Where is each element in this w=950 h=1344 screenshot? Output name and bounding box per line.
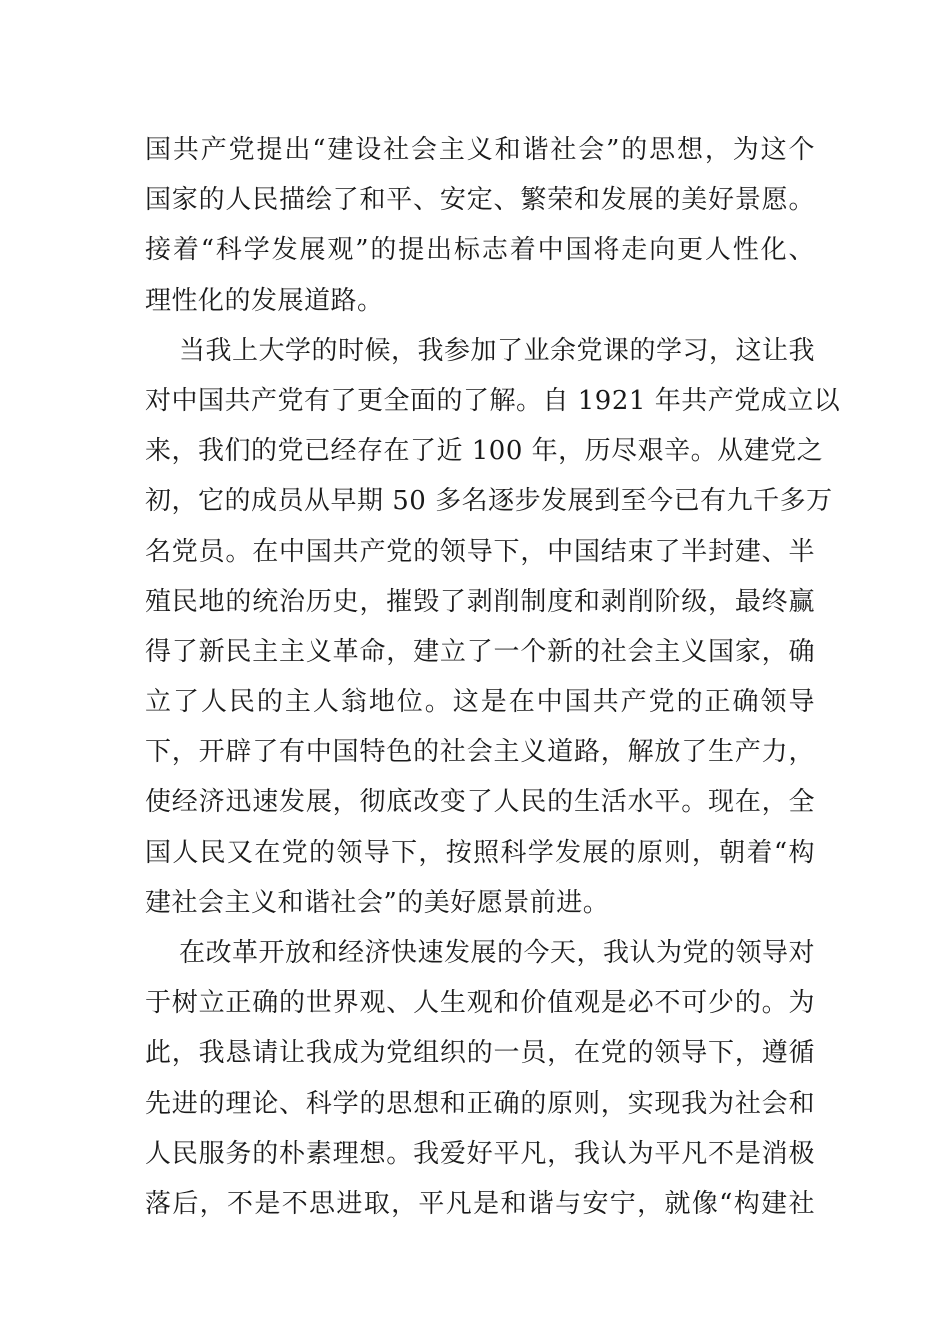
text-line: 接着“科学发展观”的提出标志着中国将走向更人性化、: [145, 235, 815, 266]
text-line: 人民服务的朴素理想。我爱好平凡，我认为平凡不是消极: [145, 1138, 815, 1169]
text-line: 名党员。在中国共产党的领导下，中国结束了半封建、半: [145, 536, 815, 567]
text-line: 在改革开放和经济快速发展的今天，我认为党的领导对: [179, 938, 816, 968]
text-line: 建社会主义和谐社会”的美好愿景前进。: [145, 887, 610, 918]
text-line: 使经济迅速发展，彻底改变了人民的生活水平。现在，全: [145, 787, 815, 818]
text-line: 于树立正确的世界观、人生观和价值观是必不可少的。为: [145, 988, 815, 1019]
text-line: 落后，不是不思进取，平凡是和谐与安宁，就像“构建社: [145, 1188, 815, 1219]
text-line: 理性化的发展道路。: [145, 285, 384, 316]
text-line: 来，我们的党已经存在了近 100 年，历尽艰辛。从建党之: [145, 436, 824, 467]
text-line: 国共产党提出“建设社会主义和谐社会”的思想，为这个: [145, 135, 815, 165]
text-line: 国人民又在党的领导下，按照科学发展的原则，朝着“构: [145, 837, 815, 868]
text-line: 下，开辟了有中国特色的社会主义道路，解放了生产力，: [145, 737, 815, 768]
text-line: 当我上大学的时候，我参加了业余党课的学习，这让我: [179, 335, 816, 366]
document-body: [145, 125, 841, 1229]
text-line: 国家的人民描绘了和平、安定、繁荣和发展的美好景愿。: [145, 185, 815, 216]
text-line: 初，它的成员从早期 50 多名逐步发展到至今已有九千多万: [145, 486, 833, 517]
text-line: 对中国共产党有了更全面的了解。自 1921 年共产党成立以: [145, 385, 841, 416]
text-line: 先进的理论、科学的思想和正确的原则，实现我为社会和: [145, 1088, 815, 1119]
text-line: 得了新民主主义革命，建立了一个新的社会主义国家，确: [145, 636, 815, 667]
text-line: 殖民地的统治历史，摧毁了剥削制度和剥削阶级，最终赢: [145, 586, 815, 617]
text-line: 立了人民的主人翁地位。这是在中国共产党的正确领导: [145, 687, 815, 718]
text-line: 此，我恳请让我成为党组织的一员，在党的领导下，遵循: [145, 1038, 815, 1069]
